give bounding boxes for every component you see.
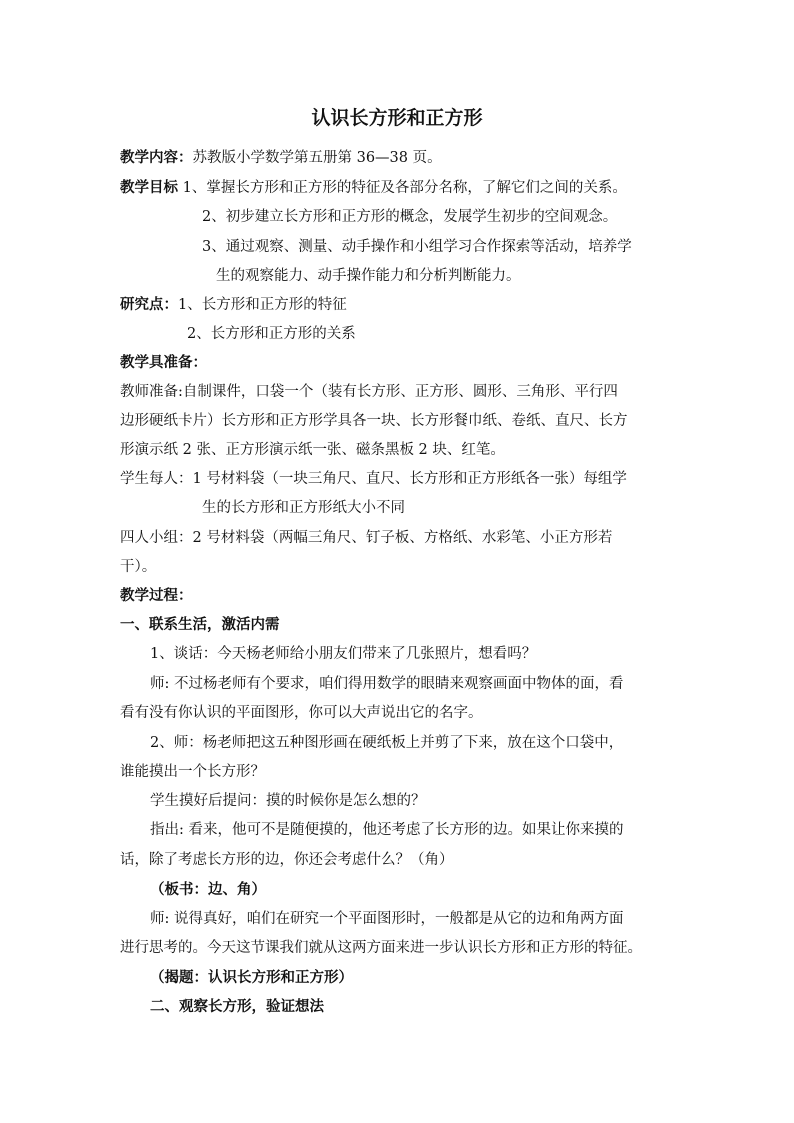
section-1-heading: 一、联系生活，激活内需 <box>120 616 280 633</box>
page-title: 认识长方形和正方形 <box>311 107 483 129</box>
goal-item-3-line-1: 3、通过观察、测量、动手操作和小组学习合作探索等活动，培养学 <box>202 239 632 255</box>
content-text: 苏教版小学数学第五册第 36—38 页。 <box>192 150 442 166</box>
paragraph-5-line-1: 指出: 看来，他可不是随便摸的，他还考虑了长方形的边。如果让你来摸的 <box>150 822 624 838</box>
tools-teacher-line-1: 教师准备:自制课件，口袋一个（装有长方形、正方形、圆形、三角形、平行四 <box>120 384 618 400</box>
section-2-heading: 二、观察长方形，验证想法 <box>150 998 324 1015</box>
tools-teacher-line-2: 边形硬纸卡片）长方形和正方形学具各一块、长方形餐巾纸、卷纸、直尺、长方 <box>120 413 628 429</box>
paragraph-6-line-1: 师: 说得真好，咱们在研究一个平面图形时，一般都是从它的边和角两方面 <box>150 911 624 927</box>
goals-label: 教学目标 <box>120 179 178 196</box>
paragraph-5-line-2: 话，除了考虑长方形的边，你还会考虑什么？（角） <box>120 852 454 868</box>
board-note: （板书：边、角） <box>150 881 266 898</box>
paragraph-4: 学生摸好后提问：摸的时候你是怎么想的？ <box>150 793 426 809</box>
content-label: 教学内容： <box>120 149 193 166</box>
tools-group-line-1: 四人小组：2 号材料袋（两幅三角尺、钉子板、方格纸、水彩笔、小正方形若 <box>120 530 613 546</box>
paragraph-1: 1、谈话：今天杨老师给小朋友们带来了几张照片，想看吗？ <box>150 646 537 662</box>
goal-item-2: 2、初步建立长方形和正方形的概念，发展学生初步的空间观念。 <box>202 209 618 225</box>
content-line <box>120 148 442 168</box>
paragraph-3-line-2: 谁能摸出一个长方形？ <box>120 764 265 780</box>
tools-teacher-line-3: 形演示纸 2 张、正方形演示纸一张、磁条黑板 2 块、红笔。 <box>120 442 505 458</box>
paragraph-6-line-2: 进行思考的。今天这节课我们就从这两方面来进一步认识长方形和正方形的特征。 <box>120 940 642 956</box>
tools-student-line-1: 学生每人：1 号材料袋（一块三角尺、直尺、长方形和正方形纸各一张）每组学 <box>120 471 627 487</box>
reveal-note: （揭题：认识长方形和正方形） <box>150 969 353 986</box>
process-label: 教学过程： <box>120 587 193 604</box>
paragraph-2-line-1: 师: 不过杨老师有个要求，咱们得用数学的眼睛来观察画面中物体的面，看 <box>150 676 624 692</box>
research-item-2: 2、长方形和正方形的关系 <box>187 326 356 342</box>
paragraph-3-line-1: 2、师：杨老师把这五种图形画在硬纸板上并剪了下来，放在这个口袋中， <box>150 735 624 751</box>
tools-label: 教学具准备： <box>120 354 207 371</box>
goal-item-1: 1、掌握长方形和正方形的特征及各部分名称，了解它们之间的关系。 <box>182 180 627 196</box>
goal-item-3-line-2: 生的观察能力、动手操作能力和分析判断能力。 <box>216 268 521 284</box>
tools-group-line-2: 干）。 <box>120 559 157 575</box>
paragraph-2-line-2: 看有没有你认识的平面图形，你可以大声说出它的名字。 <box>120 705 483 721</box>
goals-line-1 <box>120 178 627 198</box>
research-label: 研究点： <box>120 296 178 313</box>
research-item-1: 1、长方形和正方形的特征 <box>178 297 347 313</box>
research-line-1 <box>120 295 347 315</box>
tools-student-line-2: 生的长方形和正方形纸大小不同 <box>202 500 405 516</box>
